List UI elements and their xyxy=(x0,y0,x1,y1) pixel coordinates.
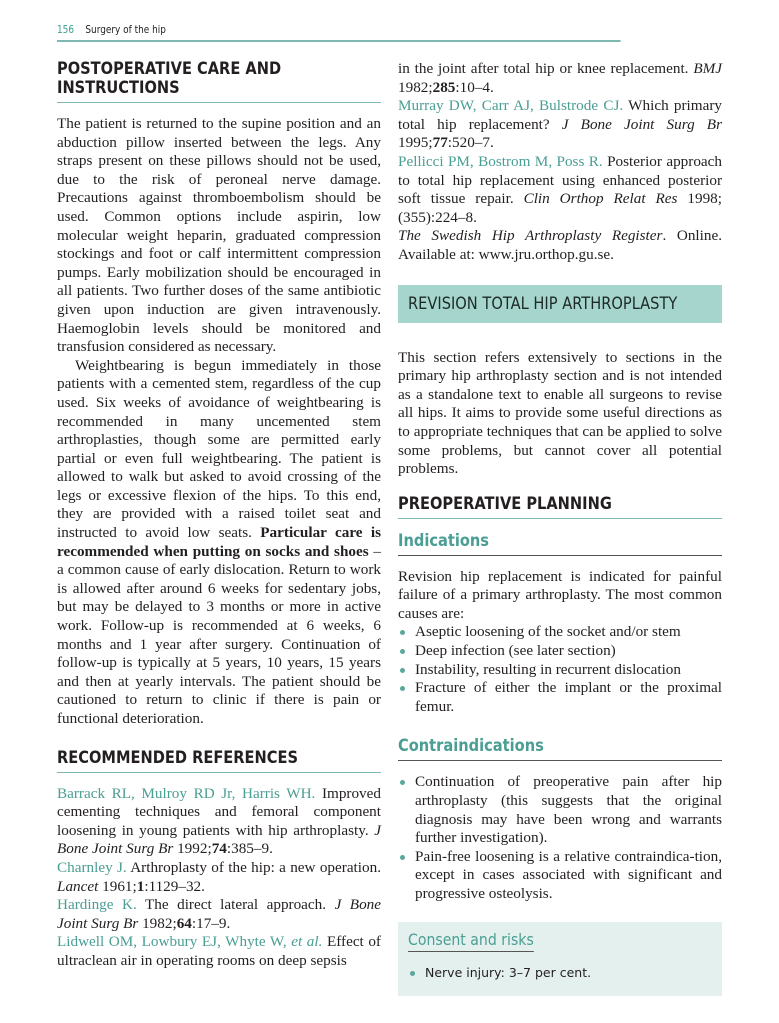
list-item: Pain-free loosening is a relative contraindica-tion, except in cases associated with significant and progressive osteolysis. xyxy=(398,848,722,904)
reference-volume: 64 xyxy=(176,914,192,932)
reference-title: The direct lateral approach. xyxy=(136,896,335,914)
consent-heading: Consent and risks xyxy=(408,930,534,952)
indications-heading: Indications xyxy=(398,530,490,551)
reference-item xyxy=(57,933,381,970)
reference-item xyxy=(398,153,722,227)
reference-volume: 285 xyxy=(432,78,456,96)
reference-title: Posterior approach to total hip replacement using enhanced posterior soft tissue repair. xyxy=(398,152,722,208)
reference-volume: 77 xyxy=(432,134,448,152)
postop-heading: POSTOPERATIVE CARE AND INSTRUCTIONS xyxy=(57,59,282,98)
reference-authors: Barrack RL, Mulroy RD Jr, Harris WH. xyxy=(57,784,316,802)
reference-pages: :17–9. xyxy=(191,914,231,932)
reference-item xyxy=(57,859,381,896)
list-item: Deep infection (see later section) xyxy=(398,642,722,661)
reference-authors: Charnley J. xyxy=(57,858,127,876)
postop-paragraph-2 xyxy=(57,357,381,729)
reference-etal: et al. xyxy=(291,933,323,951)
bold-emphasis: Particular care is recommended when putting on socks and shoes xyxy=(57,524,382,560)
reference-volume: 74 xyxy=(211,840,227,858)
preop-heading: PREOPERATIVE PLANNING xyxy=(398,493,612,514)
revision-intro: This section refers extensively to sections in the primary hip arthroplasty section and is not intended as a standalone text to enable all surgeons to revise all hips. It aims to provide some useful directions as to appropriate techniques that can be applied to solve some problems, but cannot cover all potential problems. xyxy=(398,348,722,478)
list-item: Continuation of preoperative pain after hip arthroplasty (this suggests that the original diagnosis may have been wrong and warrants further investigation). xyxy=(398,773,722,847)
reference-year: 1995; xyxy=(398,134,433,152)
references-heading: RECOMMENDED REFERENCES xyxy=(57,747,299,768)
reference-title: Arthroplasty of the hip: a new operation. xyxy=(126,858,381,876)
reference-journal: J Bone Joint Surg Br xyxy=(57,896,382,932)
reference-year: 1998;(355):224–8. xyxy=(398,190,722,226)
reference-authors: Hardinge K. xyxy=(57,896,137,914)
text-run: Weightbearing is begun immediately in those patients with a cemented stem, regardless of the cup used. Six weeks of avoidance of weightbearing is recommended in many uncemented stem arthroplasties, though some are permitted early partial or even full weightbearing. The patient is allowed to walk but asked to avoid crossing of the legs or excessive flexion of the hips. To this end, they are provided with a raised toilet seat and instructed to avoid low seats. xyxy=(57,356,381,542)
heading-rule xyxy=(57,102,381,103)
consent-risks-box xyxy=(398,922,722,996)
list-item: Nerve injury: 3–7 per cent. xyxy=(408,964,712,982)
reference-title: Effect of ultraclean air in operating rooms on deep sepsis xyxy=(57,933,381,969)
reference-item xyxy=(398,60,722,97)
subheading-rule xyxy=(398,760,722,761)
reference-item xyxy=(57,785,381,859)
reference-pages: :520–7. xyxy=(447,134,494,152)
revision-banner xyxy=(398,285,722,323)
reference-authors: Lidwell OM, Lowbury EJ, Whyte W, xyxy=(57,933,292,951)
indications-list xyxy=(398,623,722,716)
running-head xyxy=(57,24,621,42)
heading-rule xyxy=(398,518,722,519)
reference-year: 1982; xyxy=(398,78,433,96)
revision-banner-title: REVISION TOTAL HIP ARTHROPLASTY xyxy=(408,293,678,314)
reference-year: 1992; xyxy=(173,840,212,858)
reference-journal: BMJ xyxy=(693,60,722,77)
reference-year: 1982; xyxy=(138,914,177,932)
contraindications-heading: Contraindications xyxy=(398,736,544,757)
subheading-rule xyxy=(398,555,722,556)
reference-title: Which primary total hip replacement? xyxy=(398,97,722,133)
reference-journal: Lancet xyxy=(57,877,99,895)
reference-title: . Online. Available at: www.jru.orthop.gu.se. xyxy=(398,227,722,263)
list-item: Aseptic loosening of the socket and/or stem xyxy=(398,623,722,642)
text-run: – a common cause of early dislocation. Return to work is allowed after around 6 weeks for sedentary jobs, but may be delayed to 3 months or more in active work. Follow-up is recommended at 6 weeks, 6 months and 1 year after surgery. Continuation of follow-up is typically at 5 years, 10 years, 15 years and then at yearly intervals. The patient should be cautioned to return to clinic if there is pain or functional deterioration. xyxy=(57,542,381,727)
reference-pages: :10–4. xyxy=(455,78,494,96)
reference-item xyxy=(398,227,722,264)
contraindications-list xyxy=(398,773,722,903)
reference-title: Improved cementing techniques and femoral component loosening in young patients with hip arthroplasty. xyxy=(57,784,381,839)
heading-rule xyxy=(57,772,381,773)
reference-pages: :385–9. xyxy=(226,840,273,858)
reference-journal: J Bone Joint Surg Br xyxy=(57,821,381,858)
reference-pages: :1129–32. xyxy=(144,877,205,895)
indications-text: Revision hip replacement is indicated for painful failure of a primary arthroplasty. The most common causes are: xyxy=(398,567,722,622)
list-item: Fracture of either the implant or the proximal femur. xyxy=(398,679,722,716)
reference-item xyxy=(57,896,381,933)
consent-list xyxy=(408,964,712,982)
reference-title: in the joint after total hip or knee replacement. xyxy=(398,60,694,77)
reference-item xyxy=(398,97,722,153)
reference-journal: The Swedish Hip Arthroplasty Register xyxy=(398,227,663,245)
right-column xyxy=(398,60,722,996)
postop-paragraph-1: The patient is returned to the supine position and an abduction pillow inserted between the legs. Any straps present on these pillows should not be used, due to the risk of peroneal nerve damage. Precautions against thromboembolism should be used. Common options include aspirin, low molecular weight heparin, graduated compression stockings and foot or calf intermittent compression pumps. Early mobilization should be encouraged in all patients. Two further doses of the same antibiotic given upon induction are given intravenously. Haemoglobin levels should be monitored and transfusion considered as necessary. xyxy=(57,115,381,356)
reference-journal: J Bone Joint Surg Br xyxy=(561,115,722,133)
list-item: Instability, resulting in recurrent dislocation xyxy=(398,661,722,680)
page-number: 156 xyxy=(57,24,75,36)
reference-authors: Murray DW, Carr AJ, Bulstrode CJ. xyxy=(398,97,624,115)
reference-authors: Pellicci PM, Bostrom M, Poss R. xyxy=(398,152,603,170)
reference-year: 1961; xyxy=(98,877,137,895)
left-column xyxy=(57,60,381,971)
running-title: Surgery of the hip xyxy=(85,24,166,36)
reference-volume: 1 xyxy=(136,877,145,895)
reference-journal: Clin Orthop Relat Res xyxy=(523,190,678,208)
